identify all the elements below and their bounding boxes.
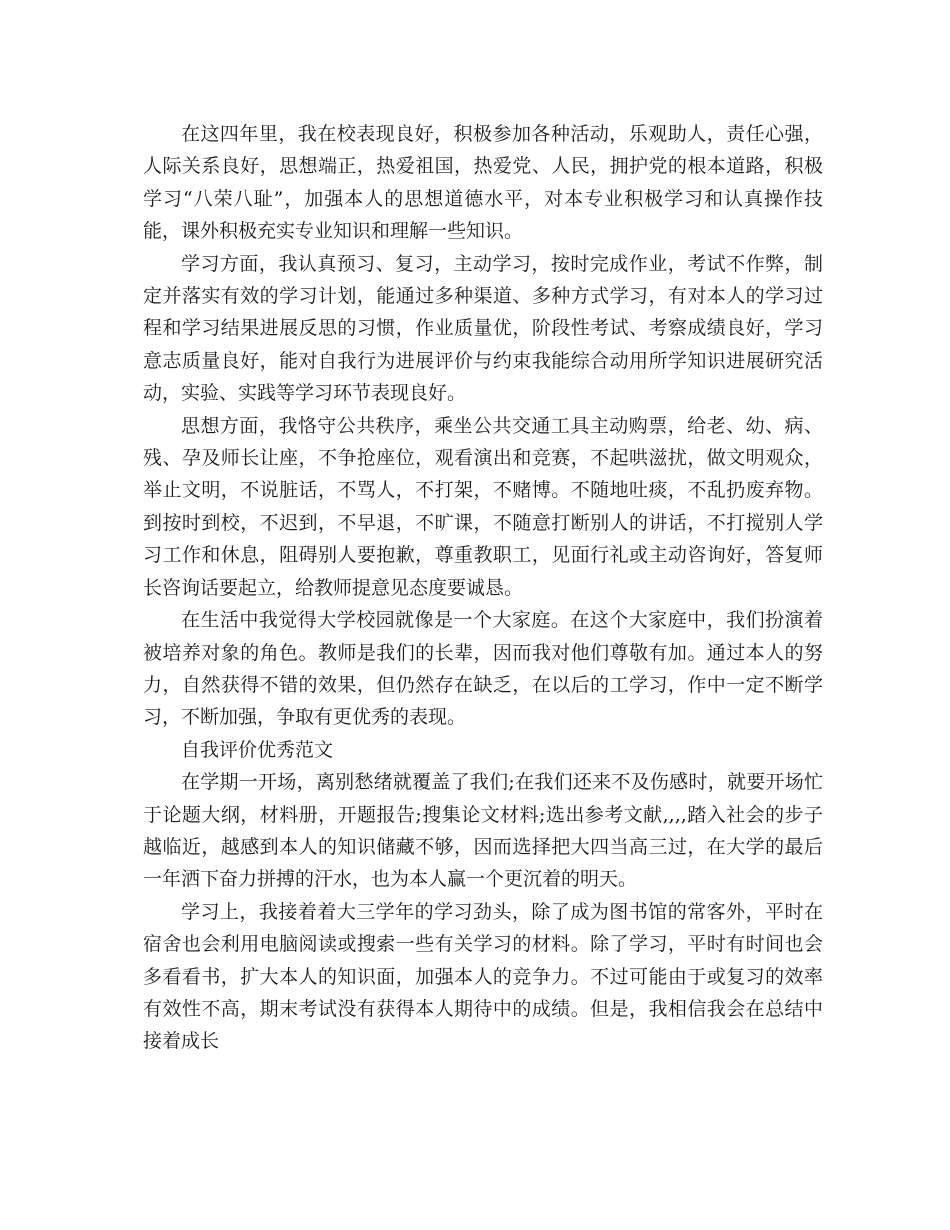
paragraph-conduct: 在这四年里，我在校表现良好，积极参加各种活动，乐观助人，责任心强，人际关系良好，思想端正，热爱祖国，热爱党、人民，拥护党的根本道路，积极学习“八荣八耻”，加强本人的思想道德水平，对本专业积极学习和认真操作技能，课外积极充实专业知识和理解一些知识。: [143, 123, 823, 243]
paragraph-semester: 在学期一开场，离别愁绪就覆盖了我们;在我们还来不及伤感时，就要开场忙于论题大纲，材料册，开题报告;搜集论文材料;选出参考文献,,,,踏入社会的步子越临近，越感到本人的知识储藏不够，因而选择把大四当高三过，在大学的最后一年洒下奋力拼搏的汗水，也为本人赢一个更沉着的明天。: [143, 771, 823, 891]
document-body: [143, 118, 823, 1058]
paragraph-study: 学习方面，我认真预习、复习，主动学习，按时完成作业，考试不作弊，制定并落实有效的学习计划，能通过多种渠道、多种方式学习，有对本人的学习过程和学习结果进展反思的习惯，作业质量优，阶段性考试、考察成绩良好，学习意志质量良好，能对自我行为进展评价与约束我能综合动用所学知识进展研究活动，实验、实践等学习环节表现良好。: [143, 252, 823, 405]
section-heading: 自我评价优秀范文: [181, 738, 334, 761]
paragraph-ideology: 思想方面，我恪守公共秩序，乘坐公共交通工具主动购票，给老、幼、病、残、孕及师长让座，不争抢座位，观看演出和竞赛，不起哄滋扰，做文明观众，举止文明，不说脏话，不骂人，不打架，不赌博。不随地吐痰，不乱扔废弃物。到按时到校，不迟到，不早退，不旷课，不随意打断别人的讲话，不打搅别人学习工作和休息，阻碍别人要抱歉，尊重教职工，见面行礼或主动咨询好，答复师长咨询话要起立，给教师提意见态度要诚恳。: [143, 414, 823, 599]
paragraph-learning: 学习上，我接着着大三学年的学习劲头，除了成为图书馆的常客外，平时在宿舍也会利用电脑阅读或搜索一些有关学习的材料。除了学习，平时有时间也会多看看书，扩大本人的知识面，加强本人的竞争力。不过可能由于或复习的效率有效性不高，期末考试没有获得本人期待中的成绩。但是，我相信我会在总结中接着成长: [143, 900, 823, 1053]
paragraph-life: 在生活中我觉得大学校园就像是一个大家庭。在这个大家庭中，我们扮演着被培养对象的角色。教师是我们的长辈，因而我对他们尊敬有加。通过本人的努力，自然获得不错的效果，但仍然存在缺乏，在以后的工学习，作中一定不断学习，不断加强，争取有更优秀的表现。: [143, 609, 823, 729]
